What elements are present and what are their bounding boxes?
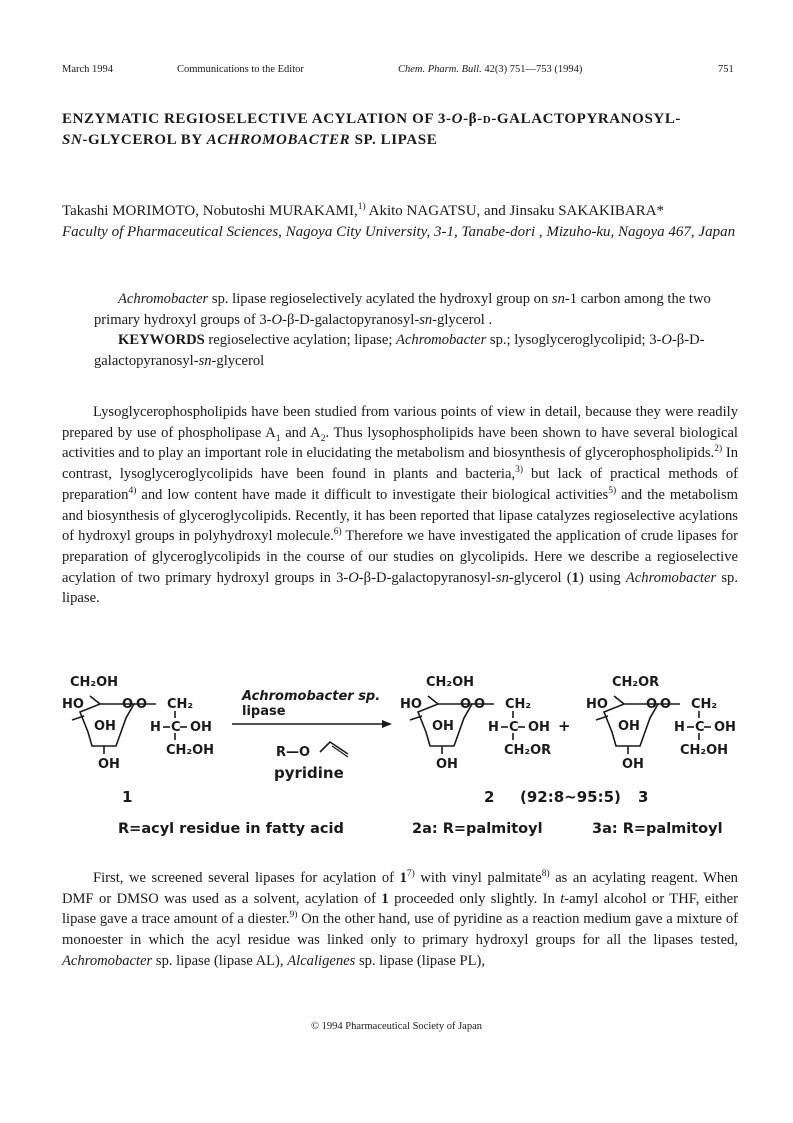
- glycosidic-oxygen-label: O: [136, 697, 148, 712]
- text-run: Alcaligenes: [287, 952, 356, 969]
- ring-oh-label: OH: [618, 719, 640, 734]
- compound-number-3: 3: [638, 788, 649, 806]
- affiliation: Faculty of Pharmaceutical Sciences, Nagoya City University, 3-1, Tanabe-dori , Mizuho-ku, Nagoya 467, Japan: [62, 224, 736, 240]
- text-run: and low content have made it difficult to investigate their biological activities: [136, 486, 609, 503]
- title-text: ENZYMATIC REGIOSELECTIVE ACYLATION OF 3-: [62, 111, 452, 127]
- h-label: H: [674, 720, 685, 735]
- ho-label: HO: [586, 697, 608, 712]
- text-run: O: [348, 569, 359, 586]
- ch2or-label: CH₂OR: [504, 743, 552, 758]
- author-text: Takashi MORIMOTO, Nobutoshi MURAKAMI,: [62, 203, 358, 219]
- header-page-number: 751: [718, 64, 734, 75]
- reference-marker: 8): [541, 869, 550, 880]
- organism-name: Achromobacter: [118, 291, 209, 307]
- oh-label: OH: [528, 720, 550, 735]
- ring-oh-label: OH: [432, 719, 454, 734]
- oh-label: OH: [98, 757, 120, 772]
- compound-3a-definition: 3a: R=palmitoyl: [592, 821, 723, 837]
- reference-marker: 5): [608, 485, 617, 496]
- title-text: -GALACTOPYRANOSYL-: [491, 111, 682, 127]
- carbon-label: C: [695, 720, 705, 735]
- ch2oh-label: CH₂OH: [680, 743, 729, 758]
- text-run: -β-D-galactopyranosyl-: [282, 311, 420, 328]
- header-date: March 1994: [62, 64, 114, 75]
- reference-marker: 3): [515, 465, 524, 476]
- title-text: SN: [62, 132, 83, 148]
- text-run: 1: [275, 433, 281, 444]
- arrow-head: [382, 720, 392, 728]
- title-text: O: [451, 111, 464, 127]
- compound-number-1: 1: [122, 788, 133, 806]
- text-run: O: [271, 311, 283, 328]
- reaction-conditions: [232, 689, 392, 782]
- text-run: sp.; lysoglyceroglycolipid; 3-: [486, 332, 662, 348]
- text-run: -1 carbon among the two primary hydroxyl groups of 3-: [94, 291, 711, 328]
- text-run: . Thus lysophospholipids have been shown to have several biological activities and to play an important role in elucidating the metabolism and biosynthesis of glycerophospholipids.: [62, 424, 738, 462]
- ring-oxygen-label: O: [460, 697, 472, 712]
- ho-label: HO: [400, 697, 422, 712]
- ch2-label: CH₂: [167, 697, 194, 712]
- copyright-footer: © 1994 Pharmaceutical Society of Japan: [311, 1021, 482, 1032]
- ch2oh-label: CH₂OH: [70, 675, 119, 690]
- text-run: 1: [399, 870, 407, 886]
- text-run: -glycerol (: [508, 569, 572, 586]
- ch2oh-label: CH₂OH: [426, 675, 475, 690]
- ring-oxygen-label: O: [122, 697, 134, 712]
- reference-marker: 1): [357, 202, 366, 212]
- text-run: -β-D-galactopyranosyl-: [358, 569, 496, 586]
- lipase-label: lipase: [242, 704, 286, 719]
- text-run: Therefore we have investigated the application of crude lipases for preparation of glyceroglycolipids in the course of our studies on glycolipids. Here we describe a regioselective acylation of two primary hydroxyl groups in 3-: [62, 528, 738, 586]
- text-run: Lysoglycerophospholipids have been studied from various points of view in detail, because they were readily prepared by use of phospholipase A: [62, 404, 738, 441]
- oh-label: OH: [714, 720, 736, 735]
- article-title: [62, 109, 742, 151]
- ch2or-label: CH₂OR: [612, 675, 660, 690]
- text-run: regioselective acylation; lipase;: [204, 332, 397, 348]
- solvent-label: pyridine: [274, 764, 344, 782]
- compound-2-structure: [400, 675, 621, 806]
- enzyme-label: Achromobacter sp.: [242, 689, 381, 704]
- h-label: H: [488, 720, 499, 735]
- text-run: proceeded only slightly. In: [388, 890, 561, 907]
- text-run: as an acylating reagent. When DMF or DMSO was used as a solvent, acylation of: [62, 870, 738, 907]
- reference-marker: 6): [333, 527, 342, 538]
- reference-marker: 9): [289, 910, 298, 921]
- reference-marker: 2): [714, 444, 723, 455]
- text-run: t: [560, 890, 565, 907]
- ring-oxygen-label: O: [646, 697, 658, 712]
- text-run: 2: [320, 433, 326, 444]
- paragraph-text: [62, 868, 738, 972]
- keywords-label: KEYWORDS: [118, 332, 205, 348]
- glycosidic-oxygen-label: O: [474, 697, 486, 712]
- ring-oh-label: OH: [94, 719, 116, 734]
- ho-label: HO: [62, 697, 84, 712]
- reference-marker: 7): [406, 869, 415, 880]
- text-run: Achromobacter: [625, 569, 717, 586]
- abstract: [94, 289, 734, 371]
- author-text: Akito NAGATSU, and Jinsaku SAKAKIBARA*: [365, 203, 665, 219]
- carbon-label: C: [171, 720, 181, 735]
- text-run: Achromobacter: [62, 952, 153, 969]
- compound-2a-definition: 2a: R=palmitoyl: [412, 821, 543, 837]
- text-run: In contrast, lysoglyceroglycolipids have been found in plants and bacteria,: [62, 445, 738, 483]
- text-run: 1: [381, 890, 389, 907]
- text-run: sp. lipase (lipase PL),: [355, 952, 486, 969]
- title-text: ACHROMOBACTER: [206, 132, 351, 148]
- title-text: d: [482, 111, 492, 127]
- text-run: with vinyl palmitate: [414, 870, 542, 886]
- title-text: SP. LIPASE: [350, 132, 438, 148]
- text-run: and A: [280, 424, 321, 441]
- ch2-label: CH₂: [505, 697, 532, 712]
- text-run: -amyl alcohol or THF, either lipase gave a trace amount of a diester.: [62, 890, 738, 928]
- text-run: sp. lipase.: [62, 569, 738, 607]
- text-run: sp. lipase (lipase AL),: [152, 952, 288, 969]
- text-run: and the metabolism and biosynthesis of glyceroglycolipids. Recently, it has been reported that lipase catalyzes regioselective acylations of hydroxyl groups in polyhydroxyl molecule.: [62, 486, 738, 545]
- title-text: -β-: [463, 111, 483, 127]
- body-paragraph-2: [62, 868, 738, 972]
- text-run: sn: [419, 311, 433, 328]
- vinyl-ester-label: R—O: [276, 745, 311, 760]
- text-run: -glycerol: [211, 352, 265, 369]
- text-run: ) using: [578, 569, 626, 586]
- oh-label: OH: [436, 757, 458, 772]
- author-list: [62, 201, 752, 221]
- h-label: H: [150, 720, 161, 735]
- text-run: O: [661, 332, 672, 348]
- text-run: -glycerol .: [432, 311, 493, 328]
- text-run: sp. lipase regioselectively acylated the hydroxyl group on: [208, 291, 552, 307]
- oh-label: OH: [190, 720, 212, 735]
- plus-sign: +: [558, 717, 571, 735]
- product-ratio: (92:8~95:5): [520, 788, 621, 806]
- reference-marker: 4): [128, 485, 137, 496]
- text-run: sn: [551, 291, 565, 307]
- compound-1-structure: [62, 675, 214, 806]
- journal-volume: 42(3) 751—753 (1994): [484, 64, 583, 75]
- text-run: sn: [198, 352, 212, 369]
- body-paragraph-1: [62, 402, 738, 609]
- text-run: Achromobacter: [396, 332, 487, 348]
- ch2-label: CH₂: [691, 697, 718, 712]
- abstract-text: [94, 289, 734, 330]
- text-run: sn: [495, 569, 509, 586]
- compound-number-2: 2: [484, 788, 495, 806]
- journal-name: Chem. Pharm. Bull.: [398, 64, 482, 75]
- keywords: [94, 330, 734, 371]
- header-section: Communications to the Editor: [177, 64, 304, 75]
- text-run: First, we screened several lipases for acylation of: [93, 870, 400, 886]
- header-citation: [398, 64, 582, 75]
- text-run: 1: [571, 569, 579, 586]
- oh-label: OH: [622, 757, 644, 772]
- compound-3-structure: [586, 675, 736, 806]
- text-run: -β-D-galactopyranosyl-: [94, 332, 705, 369]
- glycosidic-oxygen-label: O: [660, 697, 672, 712]
- paragraph-text: [62, 402, 738, 609]
- r-definition: R=acyl residue in fatty acid: [118, 821, 344, 837]
- reaction-scheme: [60, 670, 750, 845]
- text-run: but lack of practical methods of preparation: [62, 466, 739, 503]
- text-run: On the other hand, use of pyridine as a reaction medium gave a mixture of monoester in which the acyl residue was linked only to primary hydroxyl groups for all the lipases tested,: [62, 911, 739, 949]
- title-text: -GLYCEROL BY: [82, 132, 207, 148]
- carbon-label: C: [509, 720, 519, 735]
- ch2oh-label: CH₂OH: [166, 743, 215, 758]
